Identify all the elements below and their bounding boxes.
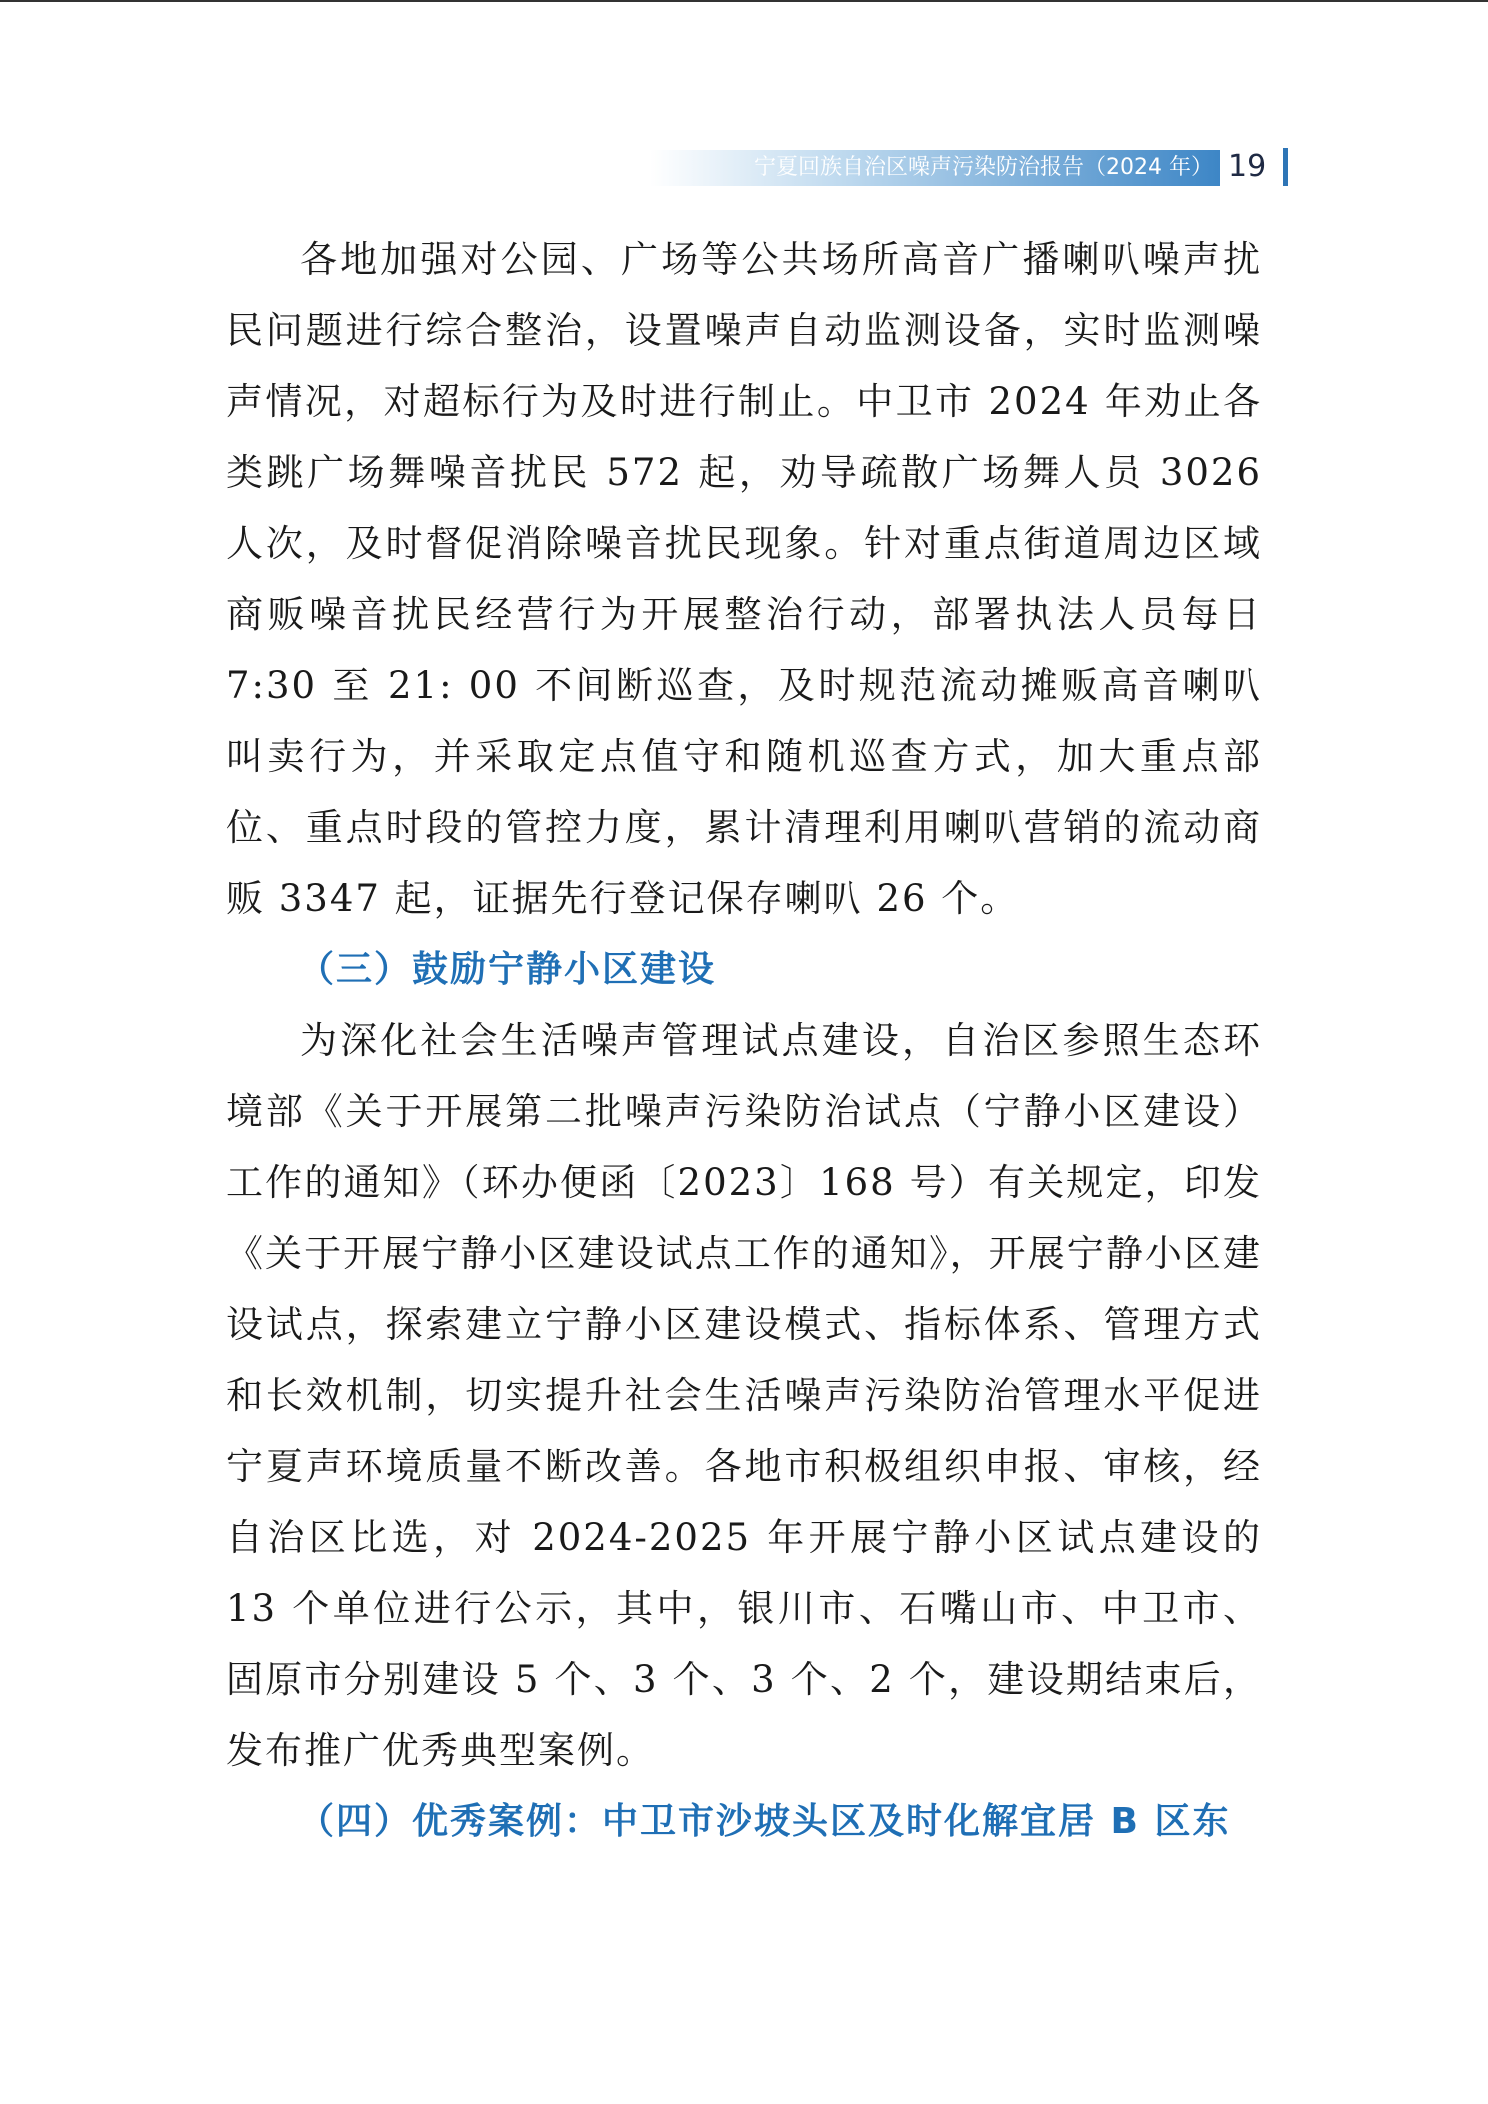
body-paragraph-1: 各地加强对公园、广场等公共场所高音广播喇叭噪声扰民问题进行综合整治，设置噪声自动监测设备，实时监测噪声情况，对超标行为及时进行制止。中卫市 2024 年劝止各类跳广场舞噪音扰民 572 起，劝导疏散广场舞人员 3026 人次，及时督促消除噪音扰民现象。针对重点街道周边区域商贩噪音扰民经营行为开展整治行动，部署执法人员每日 7:30 至 21: 00 不间断巡查，及时规范流动摊贩高音喇叭叫卖行为，并采取定点值守和随机巡查方式，加大重点部位、重点时段的管控力度，累计清理利用喇叭营销的流动商贩 3347 起，证据先行登记保存喇叭 26 个。	[226, 238, 1262, 920]
page-number: 19	[1228, 149, 1267, 184]
body-paragraph-2: 为深化社会生活噪声管理试点建设，自治区参照生态环境部《关于开展第二批噪声污染防治试点（宁静小区建设）工作的通知》（环办便函〔2023〕168 号）有关规定，印发《关于开展宁静小区建设试点工作的通知》，开展宁静小区建设试点，探索建立宁静小区建设模式、指标体系、管理方式和长效机制，切实提升社会生活噪声污染防治管理水平促进宁夏声环境质量不断改善。各地市积极组织申报、审核，经自治区比选，对 2024-2025 年开展宁静小区试点建设的 13 个单位进行公示，其中，银川市、石嘴山市、中卫市、固原市分别建设 5 个、3 个、3 个、2 个，建设期结束后，发布推广优秀典型案例。	[226, 1019, 1262, 1772]
page-number-accent-bar	[1283, 148, 1288, 186]
page-body	[226, 224, 1262, 1857]
top-border-line	[0, 0, 1488, 2]
section-heading-3: （三）鼓励宁静小区建设	[298, 949, 717, 990]
section-heading-4: （四）优秀案例：中卫市沙坡头区及时化解宜居 B 区东	[298, 1801, 1231, 1842]
running-header-title: 宁夏回族自治区噪声污染防治报告（2024 年）	[754, 155, 1213, 180]
